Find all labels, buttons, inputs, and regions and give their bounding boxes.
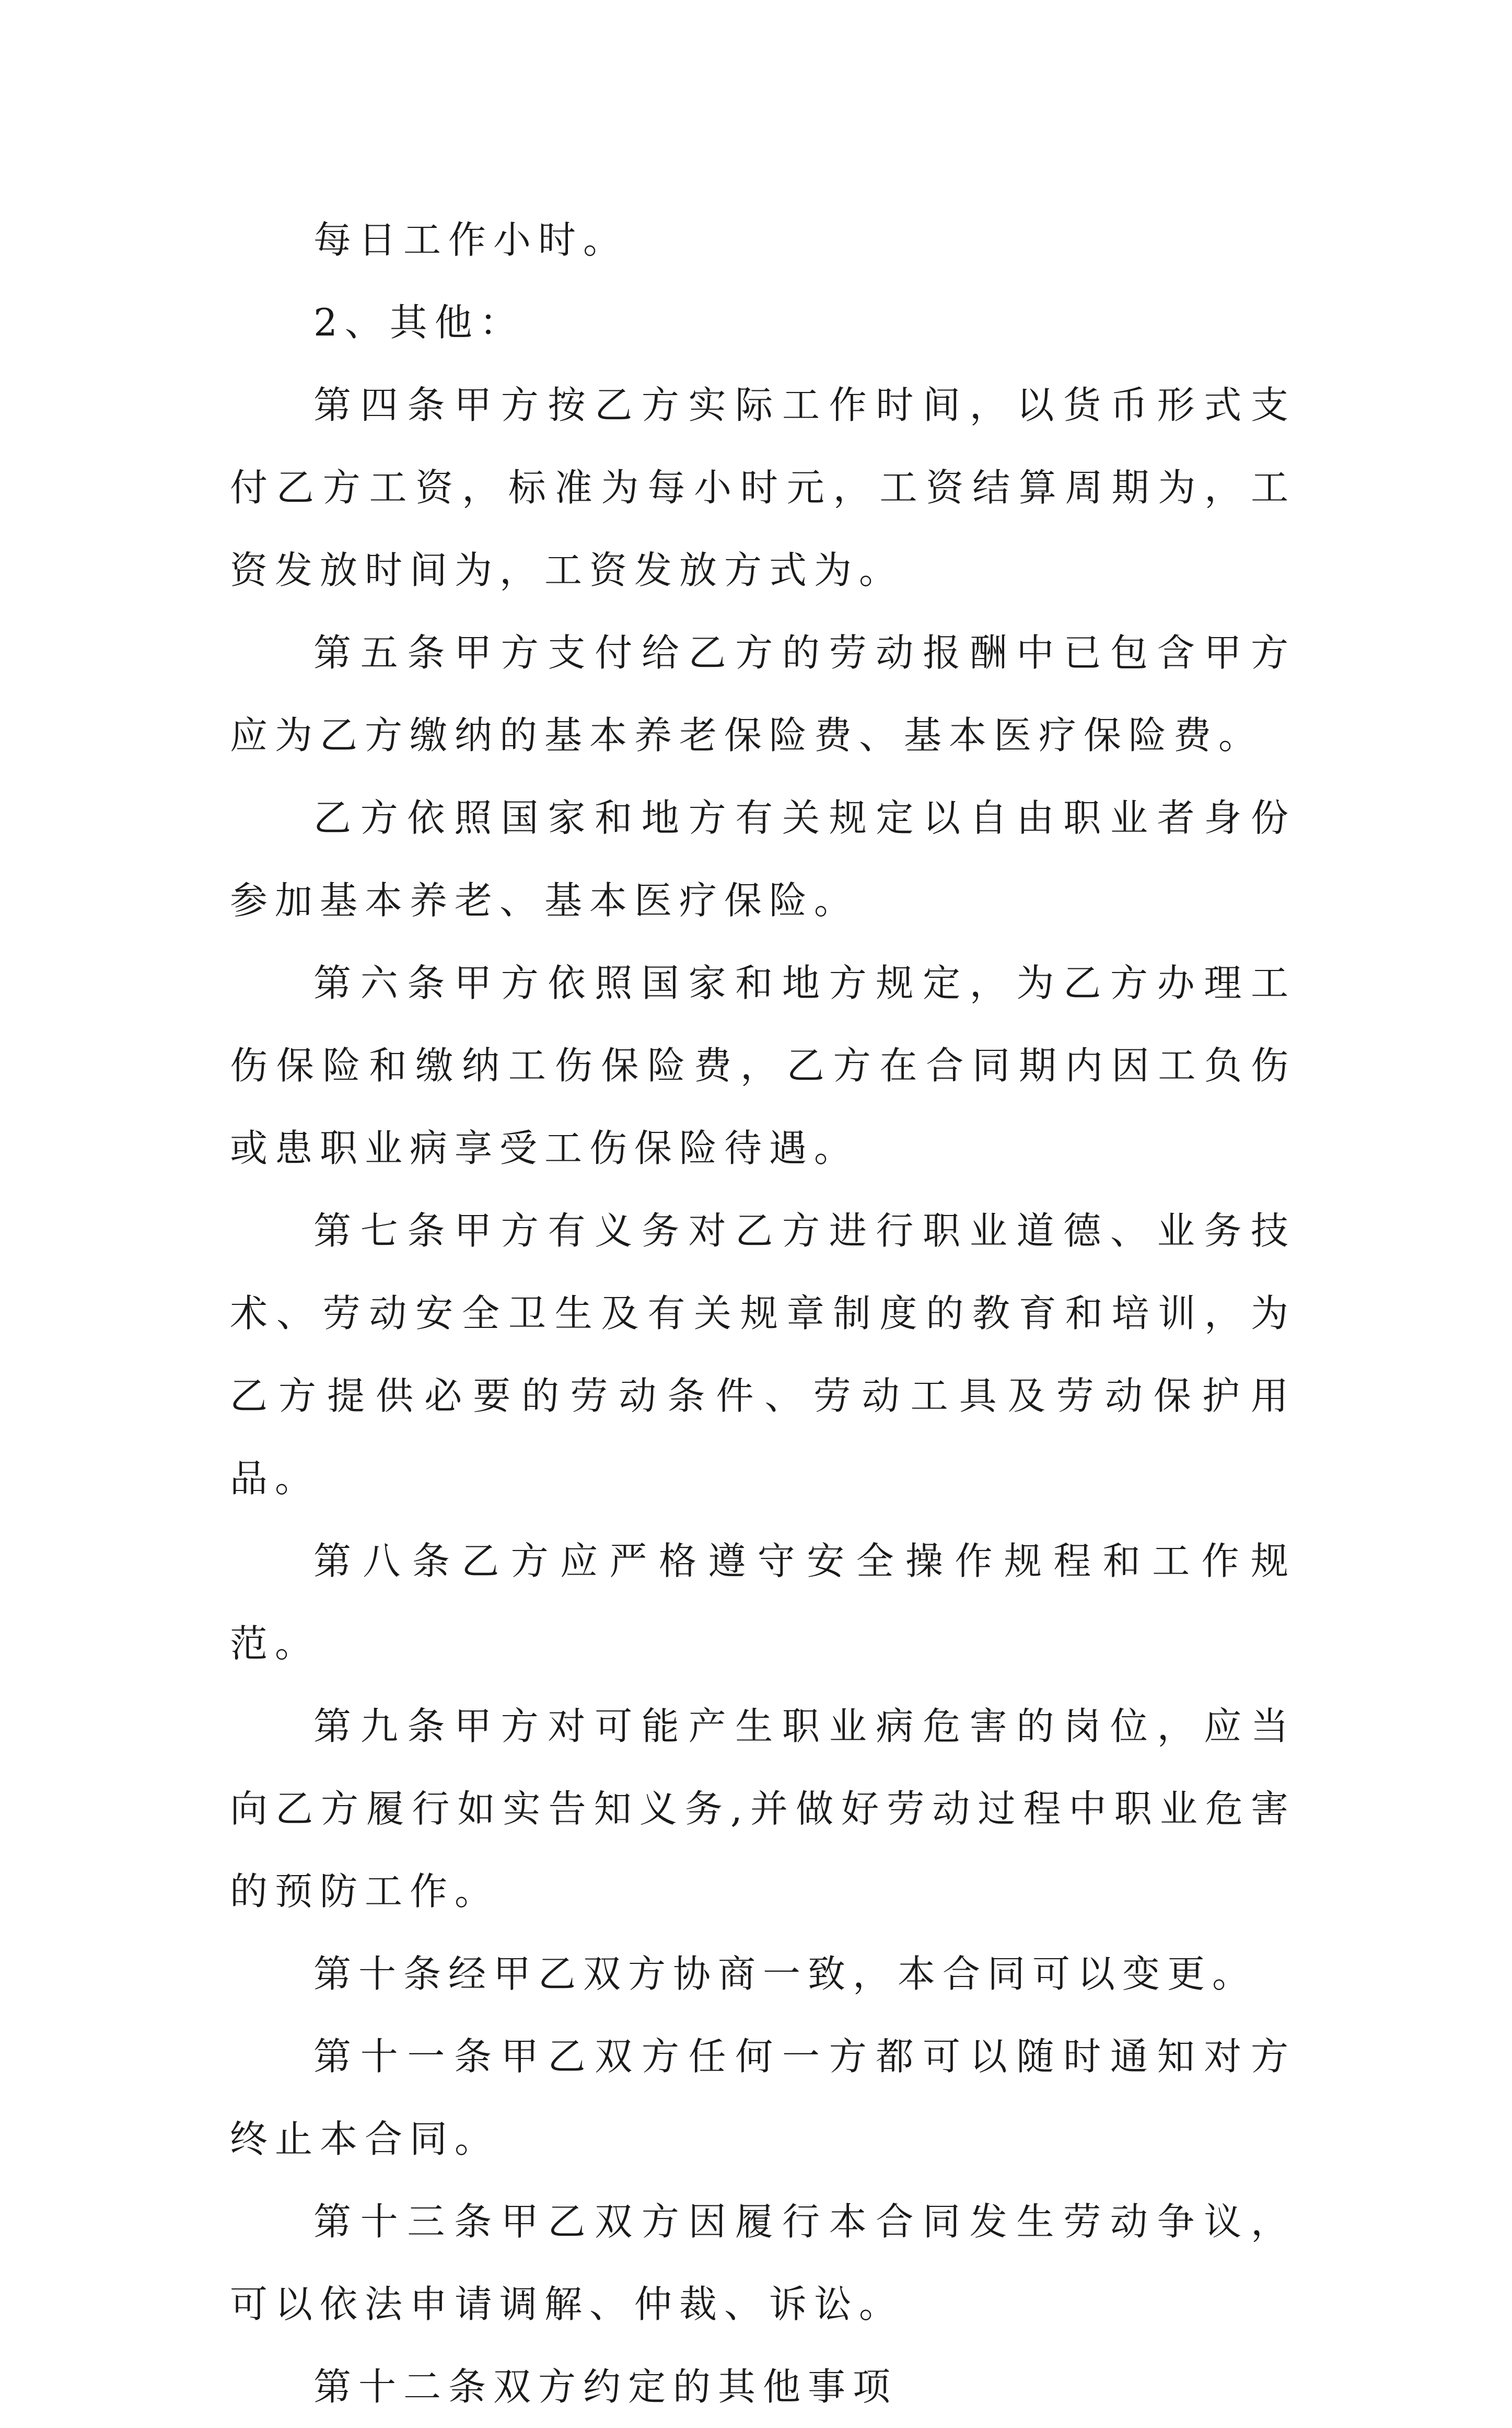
paragraph-article-10: 第十条经甲乙双方协商一致，本合同可以变更。	[313, 1952, 1258, 1996]
paragraph-article-5: 第五条甲方支付给乙方的劳动报酬中已包含甲方应为乙方缴纳的基本养老保险费、基本医疗保险费。	[230, 631, 1296, 757]
paragraph-article-11: 第十一条甲乙双方任何一方都可以随时通知对方终止本合同。	[230, 2034, 1296, 2161]
paragraph-other: 2、其他：	[313, 300, 525, 344]
paragraph-article-7: 第七条甲方有义务对乙方进行职业道德、业务技术、劳动安全卫生及有关规章制度的教育和培训，为乙方提供必要的劳动条件、劳动工具及劳动保护用品。	[230, 1209, 1296, 1500]
paragraph-article-6: 第六条甲方依照国家和地方规定，为乙方办理工伤保险和缴纳工伤保险费，乙方在合同期内因工负伤或患职业病享受工伤保险待遇。	[230, 961, 1296, 1170]
document-body	[230, 199, 1296, 2428]
paragraph-article-12: 第十二条双方约定的其他事项	[313, 2365, 898, 2409]
paragraph-article-8: 第八条乙方应严格遵守安全操作规程和工作规范。	[230, 1539, 1296, 1666]
paragraph-article-4: 第四条甲方按乙方实际工作时间，以货币形式支付乙方工资，标准为每小时元，工资结算周期为，工资发放时间为，工资发放方式为。	[230, 383, 1296, 592]
paragraph-article-5-insurance: 乙方依照国家和地方有关规定以自由职业者身份参加基本养老、基本医疗保险。	[230, 796, 1296, 922]
paragraph-article-13: 第十三条甲乙双方因履行本合同发生劳动争议，可以依法申请调解、仲裁、诉讼。	[230, 2200, 1296, 2326]
paragraph-work-hours: 每日工作小时。	[313, 218, 629, 262]
paragraph-article-9: 第九条甲方对可能产生职业病危害的岗位，应当向乙方履行如实告知义务,并做好劳动过程中职业危害的预防工作。	[230, 1704, 1296, 1913]
